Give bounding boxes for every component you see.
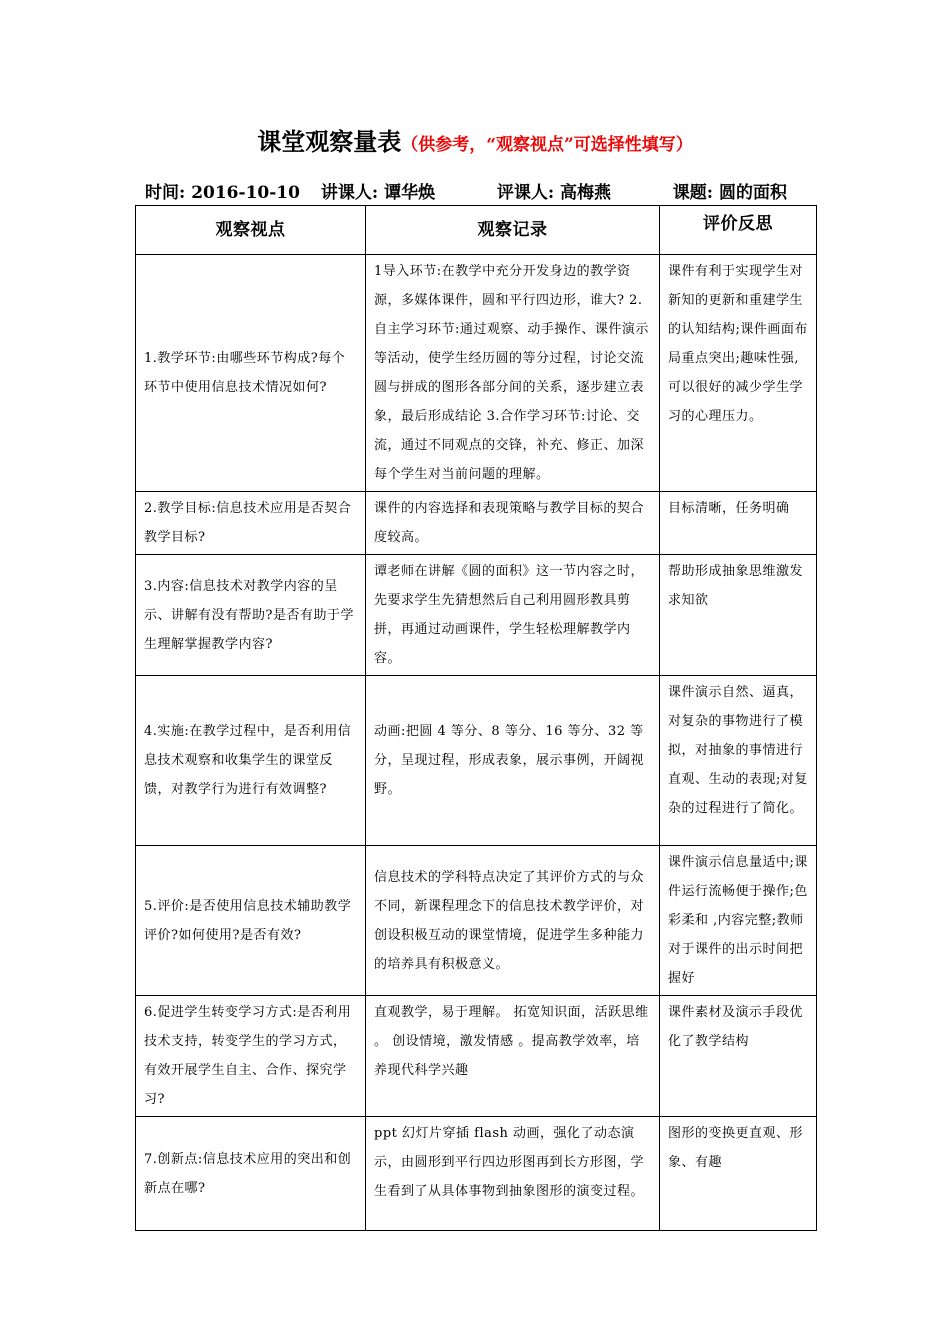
table-row <box>136 255 817 492</box>
table-row <box>136 1117 817 1231</box>
observation-record: 动画:把圆 4 等分、8 等分、16 等分、32 等分，呈现过程，形成表象，展示事例，开阔视野。 <box>366 676 660 846</box>
evaluation-reflection: 目标清晰，任务明确 <box>660 492 817 555</box>
table-row <box>136 996 817 1117</box>
header-evaluation-reflection: 评价反思 <box>660 206 817 255</box>
observation-table <box>135 205 817 1231</box>
observation-record: 信息技术的学科特点决定了其评价方式的与众不同，新课程理念下的信息技术教学评价，对创设积极互动的课堂情境，促进学生多种能力的培养具有积极意义。 <box>366 846 660 996</box>
evaluation-reflection: 课件素材及演示手段优化了教学结构 <box>660 996 817 1117</box>
lesson-topic: 课题: 圆的面积 <box>672 183 787 203</box>
table-row <box>136 676 817 846</box>
table-header-row <box>136 206 817 255</box>
table-row <box>136 492 817 555</box>
observation-record: 谭老师在讲解《圆的面积》这一节内容之时，先要求学生先猜想然后自己利用圆形教具剪拼，再通过动画课件，学生轻松理解教学内容。 <box>366 555 660 676</box>
observation-point: 1.教学环节:由哪些环节构成?每个环节中使用信息技术情况如何? <box>136 255 366 492</box>
lesson-time: 时间: 2016-10-10 <box>145 183 300 203</box>
page-title <box>0 122 950 157</box>
observation-point: 6.促进学生转变学习方式:是否利用技术支持，转变学生的学习方式，有效开展学生自主、合作、探究学习? <box>136 996 366 1117</box>
table-row <box>136 846 817 996</box>
observation-record: 课件的内容选择和表现策略与教学目标的契合度较高。 <box>366 492 660 555</box>
evaluation-reflection: 帮助形成抽象思维激发求知欲 <box>660 555 817 676</box>
observation-point: 3.内容:信息技术对教学内容的呈示、讲解有没有帮助?是否有助于学生理解掌握教学内容? <box>136 555 366 676</box>
observation-record: 直观教学，易于理解。 拓宽知识面，活跃思维 。 创设情境，激发情感 。提高教学效率，培养现代科学兴趣 <box>366 996 660 1117</box>
observation-point: 4.实施:在教学过程中，是否利用信息技术观察和收集学生的课堂反馈，对教学行为进行有效调整? <box>136 676 366 846</box>
lesson-evaluator: 评课人: 高梅燕 <box>496 183 612 203</box>
lesson-info <box>145 178 825 203</box>
observation-point: 7.创新点:信息技术应用的突出和创新点在哪? <box>136 1117 366 1231</box>
observation-point: 5.评价:是否使用信息技术辅助教学评价?如何使用?是否有效? <box>136 846 366 996</box>
evaluation-reflection: 图形的变换更直观、形象、有趣 <box>660 1117 817 1231</box>
lesson-lecturer: 讲课人: 谭华焕 <box>320 183 436 203</box>
evaluation-reflection: 课件演示信息量适中;课件运行流畅便于操作;色彩柔和 ,内容完整;教师对于课件的出示时间把握好 <box>660 846 817 996</box>
observation-point: 2.教学目标:信息技术应用是否契合教学目标? <box>136 492 366 555</box>
evaluation-reflection: 课件有利于实现学生对新知的更新和重建学生的认知结构;课件画面布局重点突出;趣味性强,可以很好的减少学生学习的心理压力。 <box>660 255 817 492</box>
observation-record: 1导入环节:在教学中充分开发身边的教学资源，多媒体课件，圆和平行四边形，谁大? 2. 自主学习环节:通过观察、动手操作、课件演示等活动，使学生经历圆的等分过程，讨论交流圆与拼成的图形各部分间的关系，逐步建立表象，最后形成结论 3.合作学习环节:讨论、交流，通过不同观点的交锋，补充、修正、加深每个学生对当前问题的理解。 <box>366 255 660 492</box>
title-note: （供参考，“观察视点”可选择性填写） <box>401 135 693 155</box>
title-main: 课堂观察量表 <box>257 127 402 156</box>
table-row <box>136 555 817 676</box>
observation-record: ppt 幻灯片穿插 flash 动画，强化了动态演示，由圆形到平行四边形图再到长方形图，学生看到了从具体事物到抽象图形的演变过程。 <box>366 1117 660 1231</box>
header-observation-point: 观察视点 <box>136 206 366 255</box>
header-observation-record: 观察记录 <box>366 206 660 255</box>
evaluation-reflection: 课件演示自然、逼真，对复杂的事物进行了模拟，对抽象的事情进行直观、生动的表现;对复杂的过程进行了简化。 <box>660 676 817 846</box>
